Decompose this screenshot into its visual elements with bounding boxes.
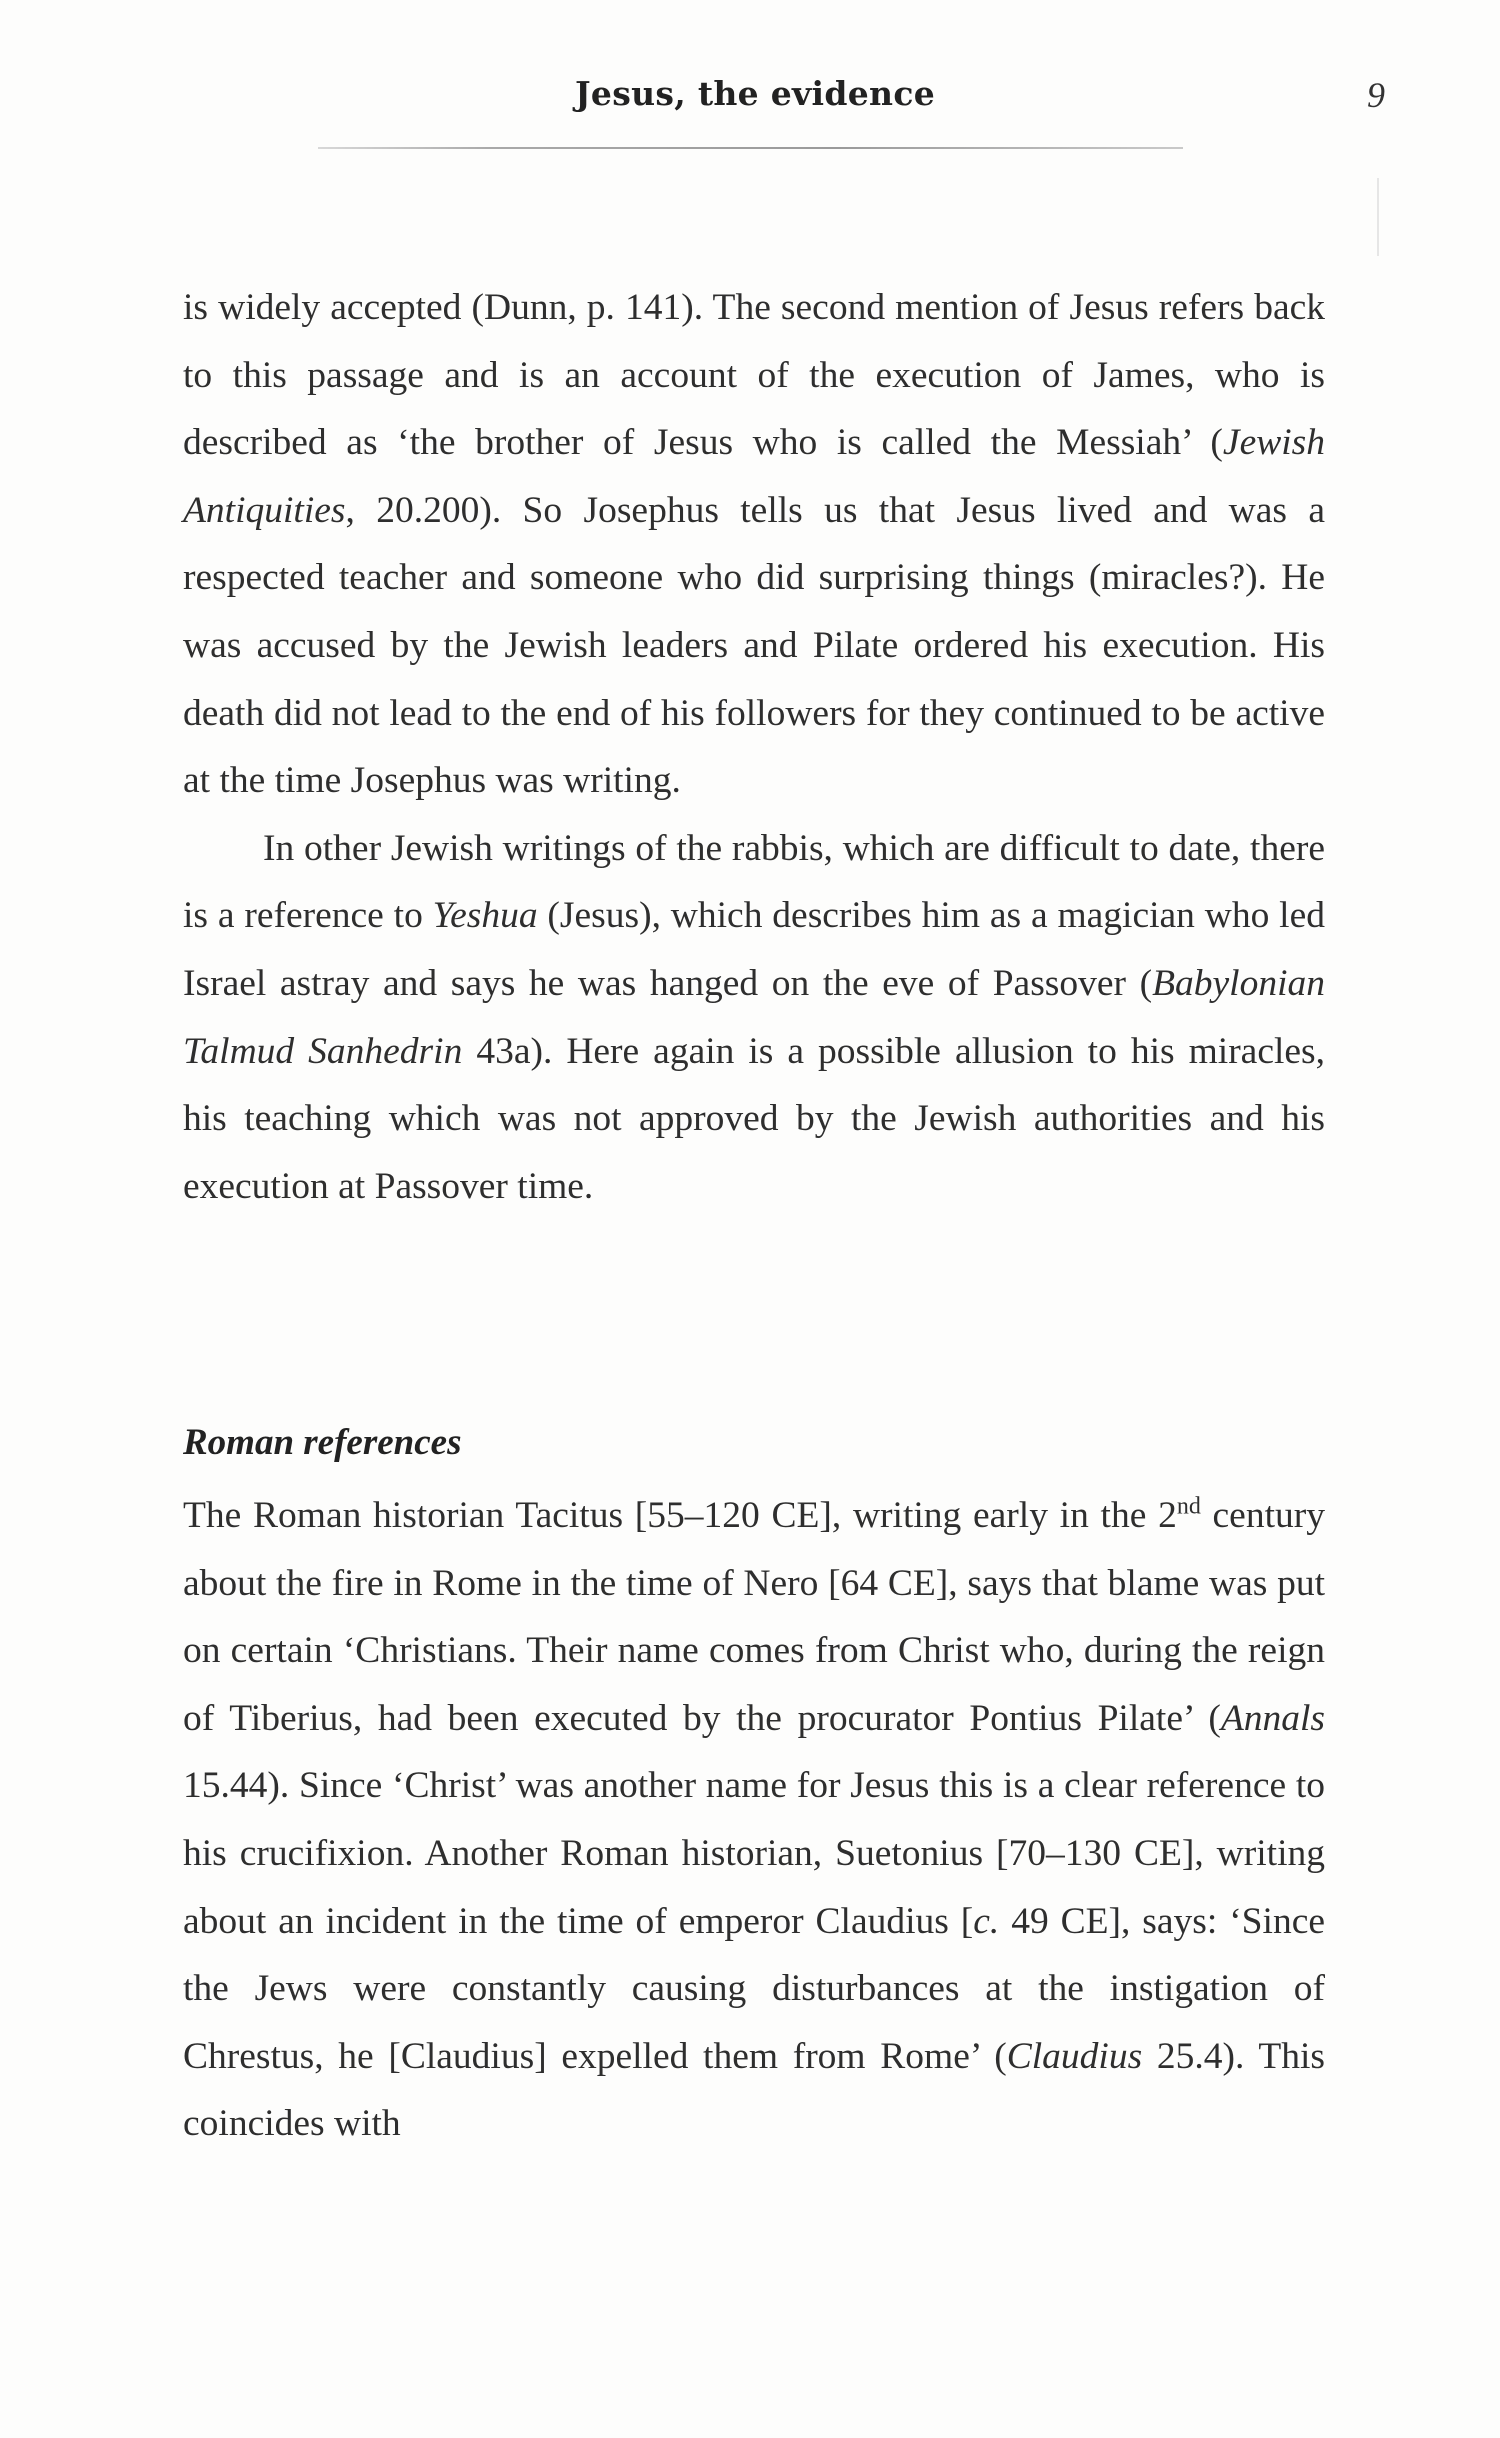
page-number: 9 — [1367, 75, 1385, 115]
scan-margin-mark — [1377, 178, 1379, 256]
section-heading: Roman references — [183, 1422, 462, 1463]
section-body — [183, 1482, 1325, 2158]
paragraph-roman: The Roman historian Tacitus [55–120 CE], writing early in the 2nd century about the fire in Rome in the time of Nero [64 CE], says that blame was put on certain ‘Christians. Their name comes from Christ who, during the reign of Tiberius, had been executed by the procurator Pontius Pilate’ (Annals 15.44). Since ‘Christ’ was another name for Jesus this is a clear reference to his crucifixion. Another Roman historian, Suetonius [70–130 CE], writing about an incident in the time of emperor Claudius [c. 49 CE], says: ‘Since the Jews were constantly causing disturbances at the instigation of Chrestus, he [Claudius] expelled them from Rome’ (Claudius 25.4). This coincides with — [183, 1493, 1325, 2145]
header-rule — [318, 147, 1183, 149]
paragraph-rabbinic: In other Jewish writings of the rabbis, which are difficult to date, there is a reference to Yeshua (Jesus), which describes him as a magician who led Israel astray and says he was hanged on the eve of Passover (Babylonian Talmud Sanhedrin 43a). Here again is a possible allusion to his miracles, his teaching which was not approved by the Jewish authorities and his execution at Passover time. — [183, 827, 1326, 1207]
running-title: Jesus, the evidence — [575, 74, 936, 113]
body-text — [183, 274, 1325, 1220]
paragraph-josephus: is widely accepted (Dunn, p. 141). The second mention of Jesus refers back to this passage and is an account of the execution of James, who is described as ‘the brother of Jesus who is called the Messiah’ (Jewish Antiquities, 20.200). So Josephus tells us that Jesus lived and was a respected teacher and someone who did surprising things (miracles?). He was accused by the Jewish leaders and Pilate ordered his execution. His death did not lead to the end of his followers for they continued to be active at the time Josephus was writing. — [183, 287, 1325, 802]
running-head — [0, 74, 1500, 124]
